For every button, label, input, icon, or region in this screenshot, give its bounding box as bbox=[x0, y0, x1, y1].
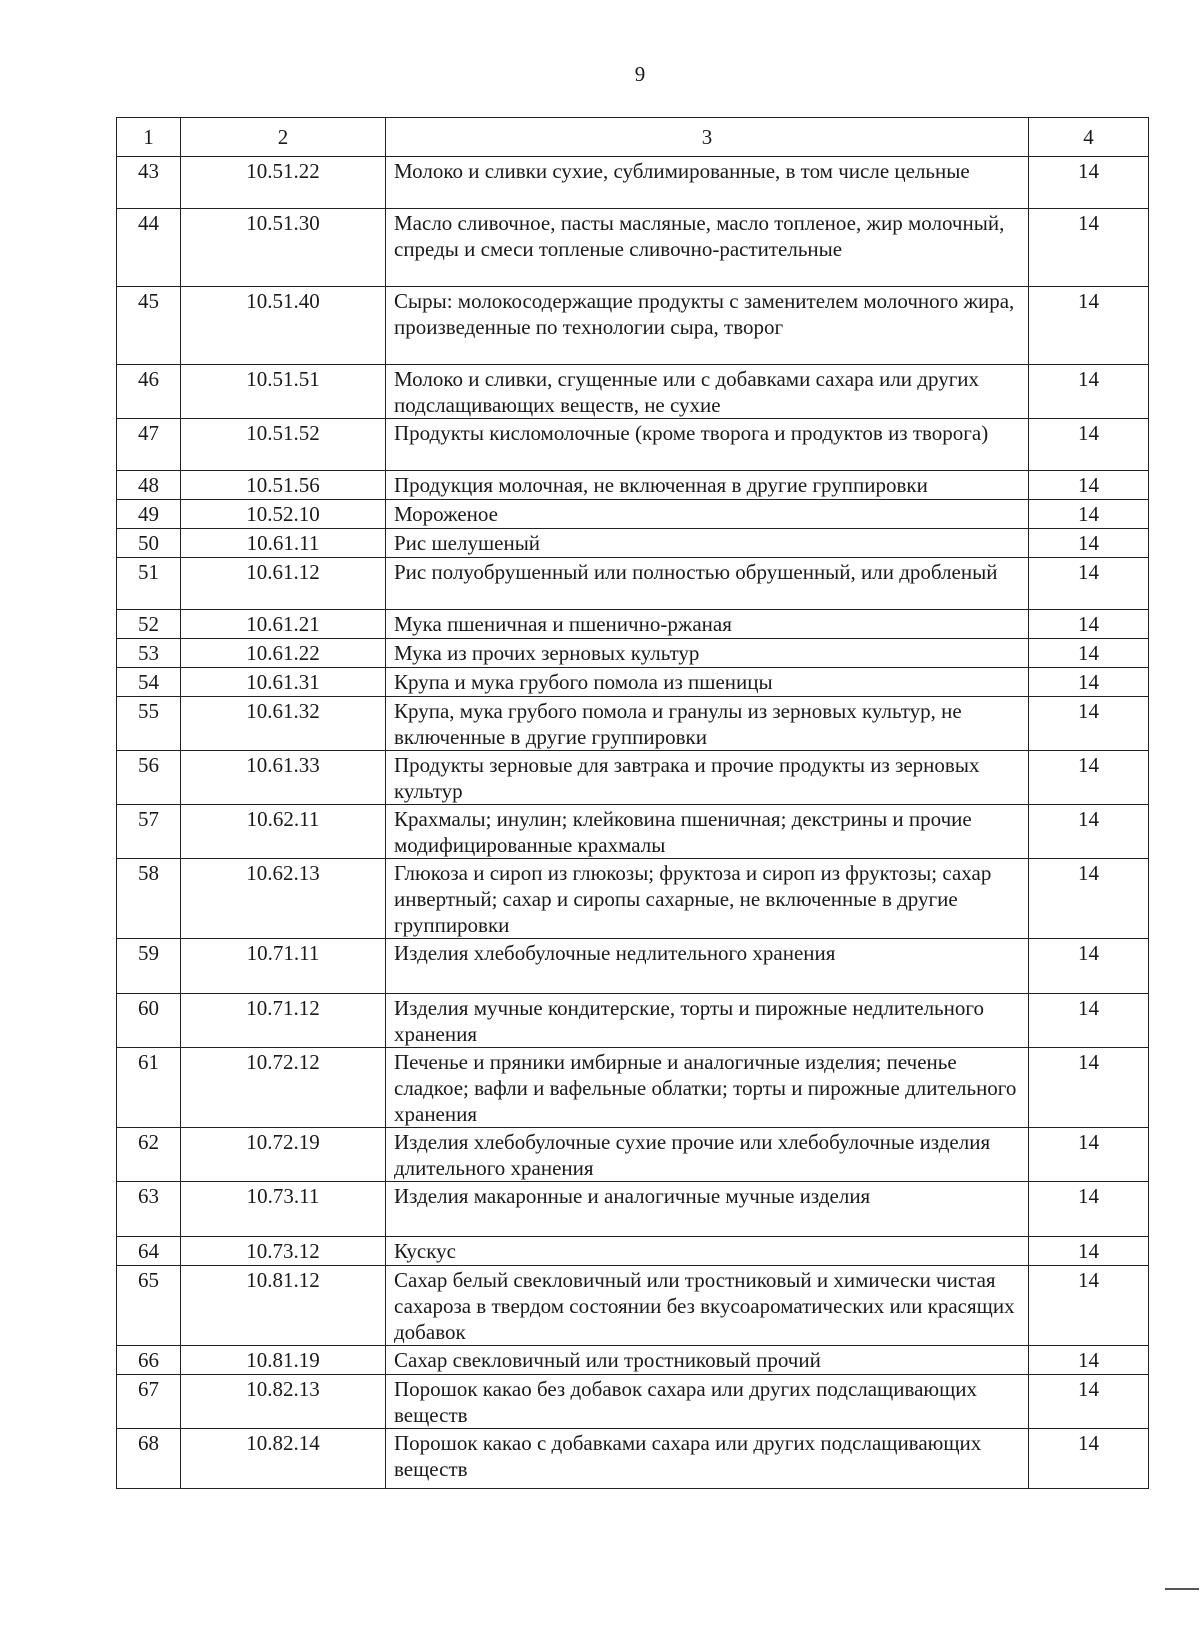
table-row bbox=[117, 994, 1149, 1048]
row-number-cell: 65 bbox=[117, 1266, 181, 1346]
product-name-cell: Рис полуобрушенный или полностью обрушенный, или дробленый bbox=[386, 558, 1029, 610]
row-number-cell: 68 bbox=[117, 1429, 181, 1489]
header-col-4: 4 bbox=[1029, 118, 1149, 157]
okpd-code-cell: 10.62.13 bbox=[181, 859, 386, 939]
row-number-cell: 64 bbox=[117, 1237, 181, 1266]
okpd-code-cell: 10.61.33 bbox=[181, 751, 386, 805]
rate-cell: 14 bbox=[1029, 365, 1149, 419]
table-row bbox=[117, 209, 1149, 287]
table-row bbox=[117, 1128, 1149, 1182]
okpd-code-cell: 10.61.32 bbox=[181, 697, 386, 751]
table-row bbox=[117, 668, 1149, 697]
table-row bbox=[117, 1048, 1149, 1128]
row-number-cell: 49 bbox=[117, 500, 181, 529]
table-row bbox=[117, 471, 1149, 500]
table-row bbox=[117, 639, 1149, 668]
rate-cell: 14 bbox=[1029, 668, 1149, 697]
table-row bbox=[117, 1375, 1149, 1429]
okpd-code-cell: 10.51.52 bbox=[181, 419, 386, 471]
rate-cell: 14 bbox=[1029, 209, 1149, 287]
row-number-cell: 53 bbox=[117, 639, 181, 668]
product-name-cell: Продукты зерновые для завтрака и прочие продукты из зерновых культур bbox=[386, 751, 1029, 805]
table-row bbox=[117, 697, 1149, 751]
row-number-cell: 47 bbox=[117, 419, 181, 471]
okpd-code-cell: 10.61.22 bbox=[181, 639, 386, 668]
rate-cell: 14 bbox=[1029, 610, 1149, 639]
rate-cell: 14 bbox=[1029, 1266, 1149, 1346]
row-number-cell: 56 bbox=[117, 751, 181, 805]
rate-cell: 14 bbox=[1029, 639, 1149, 668]
product-name-cell: Порошок какао с добавками сахара или других подслащивающих веществ bbox=[386, 1429, 1029, 1489]
product-name-cell: Кускус bbox=[386, 1237, 1029, 1266]
row-number-cell: 60 bbox=[117, 994, 181, 1048]
table-row bbox=[117, 1429, 1149, 1489]
table-row bbox=[117, 939, 1149, 994]
okpd-code-cell: 10.51.51 bbox=[181, 365, 386, 419]
row-number-cell: 54 bbox=[117, 668, 181, 697]
rate-cell: 14 bbox=[1029, 157, 1149, 209]
okpd-code-cell: 10.61.11 bbox=[181, 529, 386, 558]
table-row bbox=[117, 751, 1149, 805]
product-name-cell: Мороженое bbox=[386, 500, 1029, 529]
rate-cell: 14 bbox=[1029, 1429, 1149, 1489]
products-table bbox=[116, 117, 1149, 1489]
product-name-cell: Изделия хлебобулочные сухие прочие или хлебобулочные изделия длительного хранения bbox=[386, 1128, 1029, 1182]
row-number-cell: 59 bbox=[117, 939, 181, 994]
okpd-code-cell: 10.62.11 bbox=[181, 805, 386, 859]
rate-cell: 14 bbox=[1029, 697, 1149, 751]
okpd-code-cell: 10.52.10 bbox=[181, 500, 386, 529]
rate-cell: 14 bbox=[1029, 558, 1149, 610]
table-row bbox=[117, 500, 1149, 529]
okpd-code-cell: 10.82.14 bbox=[181, 1429, 386, 1489]
rate-cell: 14 bbox=[1029, 805, 1149, 859]
okpd-code-cell: 10.72.19 bbox=[181, 1128, 386, 1182]
okpd-code-cell: 10.71.12 bbox=[181, 994, 386, 1048]
rate-cell: 14 bbox=[1029, 419, 1149, 471]
page-number: 9 bbox=[634, 62, 646, 86]
row-number-cell: 55 bbox=[117, 697, 181, 751]
rate-cell: 14 bbox=[1029, 1128, 1149, 1182]
product-name-cell: Изделия макаронные и аналогичные мучные изделия bbox=[386, 1182, 1029, 1237]
okpd-code-cell: 10.51.30 bbox=[181, 209, 386, 287]
okpd-code-cell: 10.73.11 bbox=[181, 1182, 386, 1237]
rate-cell: 14 bbox=[1029, 500, 1149, 529]
row-number-cell: 57 bbox=[117, 805, 181, 859]
row-number-cell: 61 bbox=[117, 1048, 181, 1128]
product-name-cell: Крахмалы; инулин; клейковина пшеничная; декстрины и прочие модифицированные крахмалы bbox=[386, 805, 1029, 859]
rate-cell: 14 bbox=[1029, 1182, 1149, 1237]
rate-cell: 14 bbox=[1029, 1237, 1149, 1266]
table-row bbox=[117, 1237, 1149, 1266]
header-col-1: 1 bbox=[117, 118, 181, 157]
product-name-cell: Мука пшеничная и пшенично-ржаная bbox=[386, 610, 1029, 639]
okpd-code-cell: 10.51.56 bbox=[181, 471, 386, 500]
product-name-cell: Крупа, мука грубого помола и гранулы из зерновых культур, не включенные в другие группировки bbox=[386, 697, 1029, 751]
product-name-cell: Молоко и сливки, сгущенные или с добавками сахара или других подслащивающих веществ, не сухие bbox=[386, 365, 1029, 419]
row-number-cell: 45 bbox=[117, 287, 181, 365]
rate-cell: 14 bbox=[1029, 529, 1149, 558]
row-number-cell: 51 bbox=[117, 558, 181, 610]
okpd-code-cell: 10.61.21 bbox=[181, 610, 386, 639]
product-name-cell: Сахар свекловичный или тростниковый прочий bbox=[386, 1346, 1029, 1375]
rate-cell: 14 bbox=[1029, 859, 1149, 939]
product-name-cell: Крупа и мука грубого помола из пшеницы bbox=[386, 668, 1029, 697]
table-row bbox=[117, 419, 1149, 471]
rate-cell: 14 bbox=[1029, 939, 1149, 994]
okpd-code-cell: 10.82.13 bbox=[181, 1375, 386, 1429]
row-number-cell: 66 bbox=[117, 1346, 181, 1375]
rate-cell: 14 bbox=[1029, 994, 1149, 1048]
table-row bbox=[117, 287, 1149, 365]
okpd-code-cell: 10.73.12 bbox=[181, 1237, 386, 1266]
product-name-cell: Сыры: молокосодержащие продукты с заменителем молочного жира, произведенные по технологии сыра, творог bbox=[386, 287, 1029, 365]
rate-cell: 14 bbox=[1029, 471, 1149, 500]
header-col-2: 2 bbox=[181, 118, 386, 157]
table-row bbox=[117, 529, 1149, 558]
table-row bbox=[117, 859, 1149, 939]
table-body bbox=[117, 157, 1149, 1489]
table-row bbox=[117, 558, 1149, 610]
product-name-cell: Порошок какао без добавок сахара или других подслащивающих веществ bbox=[386, 1375, 1029, 1429]
product-name-cell: Изделия мучные кондитерские, торты и пирожные недлительного хранения bbox=[386, 994, 1029, 1048]
okpd-code-cell: 10.51.22 bbox=[181, 157, 386, 209]
table-row bbox=[117, 157, 1149, 209]
row-number-cell: 44 bbox=[117, 209, 181, 287]
margin-mark bbox=[1165, 1588, 1199, 1590]
row-number-cell: 63 bbox=[117, 1182, 181, 1237]
product-name-cell: Глюкоза и сироп из глюкозы; фруктоза и сироп из фруктозы; сахар инвертный; сахар и сиропы сахарные, не включенные в другие группировки bbox=[386, 859, 1029, 939]
product-name-cell: Изделия хлебобулочные недлительного хранения bbox=[386, 939, 1029, 994]
row-number-cell: 67 bbox=[117, 1375, 181, 1429]
row-number-cell: 52 bbox=[117, 610, 181, 639]
product-name-cell: Масло сливочное, пасты масляные, масло топленое, жир молочный, спреды и смеси топленые сливочно-растительные bbox=[386, 209, 1029, 287]
row-number-cell: 43 bbox=[117, 157, 181, 209]
rate-cell: 14 bbox=[1029, 287, 1149, 365]
okpd-code-cell: 10.61.31 bbox=[181, 668, 386, 697]
product-name-cell: Продукция молочная, не включенная в другие группировки bbox=[386, 471, 1029, 500]
okpd-code-cell: 10.71.11 bbox=[181, 939, 386, 994]
row-number-cell: 46 bbox=[117, 365, 181, 419]
okpd-code-cell: 10.61.12 bbox=[181, 558, 386, 610]
okpd-code-cell: 10.72.12 bbox=[181, 1048, 386, 1128]
table-row bbox=[117, 1346, 1149, 1375]
row-number-cell: 50 bbox=[117, 529, 181, 558]
table-row bbox=[117, 805, 1149, 859]
product-name-cell: Рис шелушеный bbox=[386, 529, 1029, 558]
okpd-code-cell: 10.81.12 bbox=[181, 1266, 386, 1346]
table-row bbox=[117, 365, 1149, 419]
product-name-cell: Сахар белый свекловичный или тростниковый и химически чистая сахароза в твердом состоянии без вкусоароматических или красящих добавок bbox=[386, 1266, 1029, 1346]
okpd-code-cell: 10.51.40 bbox=[181, 287, 386, 365]
product-name-cell: Печенье и пряники имбирные и аналогичные изделия; печенье сладкое; вафли и вафельные облатки; торты и пирожные длительного хранения bbox=[386, 1048, 1029, 1128]
table-header-row bbox=[117, 118, 1149, 157]
product-name-cell: Молоко и сливки сухие, сублимированные, в том числе цельные bbox=[386, 157, 1029, 209]
product-name-cell: Мука из прочих зерновых культур bbox=[386, 639, 1029, 668]
rate-cell: 14 bbox=[1029, 1375, 1149, 1429]
table-row bbox=[117, 1266, 1149, 1346]
row-number-cell: 58 bbox=[117, 859, 181, 939]
row-number-cell: 48 bbox=[117, 471, 181, 500]
rate-cell: 14 bbox=[1029, 751, 1149, 805]
table-row bbox=[117, 1182, 1149, 1237]
okpd-code-cell: 10.81.19 bbox=[181, 1346, 386, 1375]
table-row bbox=[117, 610, 1149, 639]
rate-cell: 14 bbox=[1029, 1346, 1149, 1375]
row-number-cell: 62 bbox=[117, 1128, 181, 1182]
rate-cell: 14 bbox=[1029, 1048, 1149, 1128]
product-name-cell: Продукты кисломолочные (кроме творога и продуктов из творога) bbox=[386, 419, 1029, 471]
header-col-3: 3 bbox=[386, 118, 1029, 157]
